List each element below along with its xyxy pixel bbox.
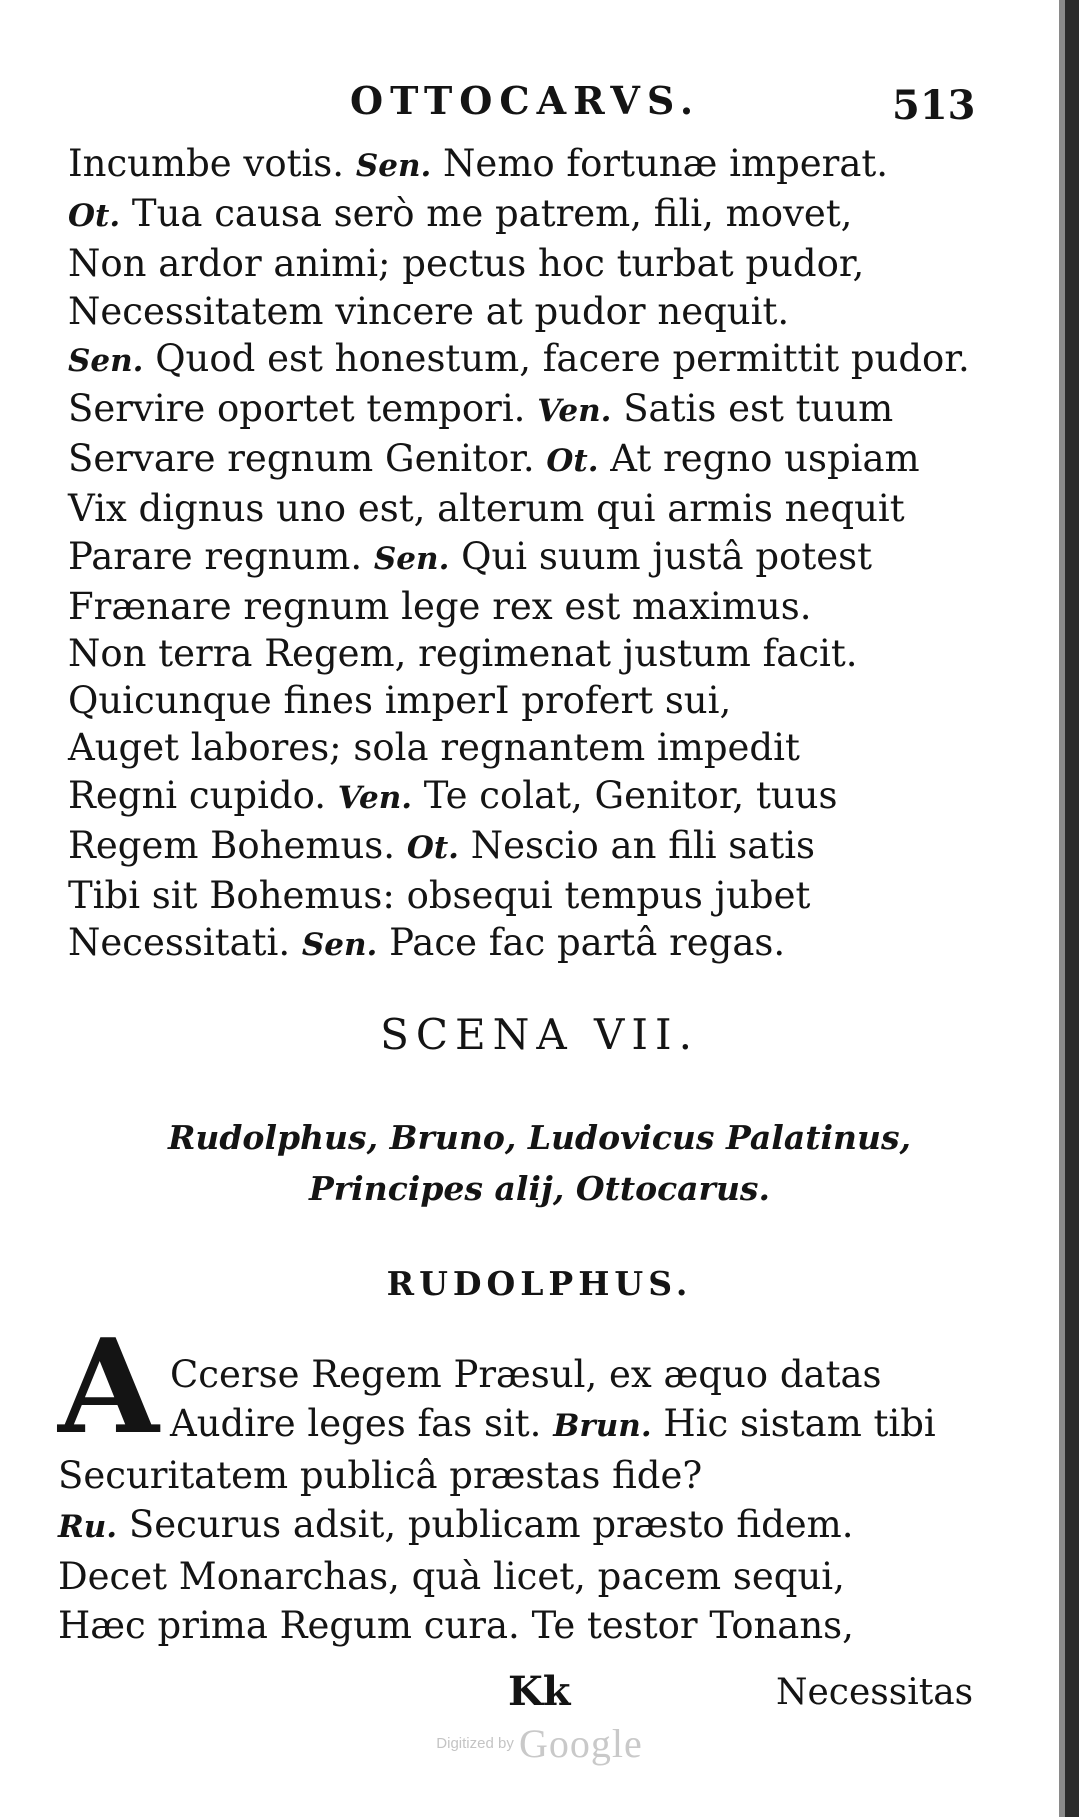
verse-line (68, 435, 968, 485)
verse-line (68, 919, 968, 969)
cast-line: Rudolphus, Bruno, Ludovicus Palatinus, (167, 1118, 912, 1157)
signature-mark: Kk (508, 1668, 571, 1715)
verse-text: Necessitati. (68, 921, 302, 965)
scene-verse-block (58, 1350, 1018, 1650)
verse-text: Tibi sit Bohemus: obsequi tempus jubet (68, 874, 811, 918)
verse-text: Servire oportet tempori. (68, 387, 538, 431)
verse-line (58, 1500, 1018, 1552)
verse-line (68, 385, 968, 435)
speaker-abbrev: Sen. (373, 540, 450, 577)
verse-line (68, 630, 968, 677)
cast-line: Principes alij, Ottocarus. (308, 1169, 771, 1208)
watermark-brand: Google (518, 1721, 643, 1766)
verse-line (58, 1601, 1018, 1650)
verse-text: Servare regnum Genitor. (68, 437, 547, 481)
speaker-abbrev: Ru. (58, 1509, 118, 1545)
verse-text: Satis est tuum (611, 387, 894, 431)
page-edge (1065, 0, 1079, 1817)
verse-line (68, 822, 968, 872)
verse-line (68, 677, 968, 724)
verse-text: Vix dignus uno est, alterum qui armis nequit (68, 487, 905, 531)
speaker-abbrev: Ot. (546, 443, 599, 480)
running-title: OTTOCARVS. (350, 78, 701, 123)
speaker-abbrev: Sen. (68, 342, 144, 379)
verse-text: Securus adsit, publicam præsto fidem. (117, 1503, 854, 1546)
verse-text: Hæc prima Regum cura. Te testor Tonans, (58, 1604, 854, 1647)
verse-text: Tua causa serò me patrem, fili, movet, (120, 192, 853, 236)
watermark-prefix: Digitized by (436, 1735, 514, 1752)
verse-line (68, 288, 968, 335)
verse-text: Frænare regnum lege rex est maximus. (68, 584, 812, 628)
verse-line (68, 190, 968, 240)
verse-line (68, 533, 968, 583)
verse-text: Pace fac partâ regas. (377, 921, 786, 965)
scene-cast (0, 1112, 1079, 1214)
verse-text: Incumbe votis. (68, 142, 356, 185)
verse-line (68, 583, 968, 630)
verse-text: Nescio an fili satis (458, 823, 816, 867)
verse-text: Te colat, Genitor, tuus (412, 773, 838, 817)
verse-line (58, 1399, 1018, 1451)
speaker-heading: RUDOLPHUS. (386, 1264, 693, 1303)
verse-text: Hic sistam tibi (651, 1402, 936, 1445)
verse-line (68, 724, 968, 771)
page-number: 513 (892, 82, 976, 129)
drop-cap: A (58, 1310, 159, 1463)
verse-text: Non ardor animi; pectus hoc turbat pudor, (68, 242, 865, 286)
speaker-abbrev: Brun. (553, 1408, 652, 1444)
verse-text: Parare regnum. (68, 534, 374, 578)
verse-text: Regni cupido. (68, 773, 338, 817)
verse-text: Qui suum justâ potest (449, 534, 872, 578)
verse-text: Regem Bohemus. (68, 823, 407, 867)
verse-line (68, 140, 968, 190)
verse-block (68, 140, 968, 969)
verse-text: Quod est honestum, facere permittit pudor. (143, 336, 970, 380)
speaker-abbrev: Ot. (68, 198, 121, 235)
verse-text: Audire leges fas sit. (170, 1402, 554, 1445)
verse-text: At regno uspiam (598, 437, 920, 481)
catchword: Necessitas (776, 1672, 974, 1713)
verse-text: Decet Monarchas, quà licet, pacem sequi, (58, 1555, 845, 1598)
verse-line (68, 240, 968, 287)
running-head (0, 78, 1079, 128)
digitized-watermark (0, 1720, 1079, 1767)
verse-text: Ccerse Regem Præsul, ex æquo datas (170, 1353, 882, 1396)
page-footer (0, 1668, 1079, 1718)
speaker-abbrev: Ven. (537, 393, 612, 430)
verse-line (68, 772, 968, 822)
verse-line (58, 1552, 1018, 1601)
verse-text: Quicunque fines imperI profert sui, (68, 679, 732, 723)
verse-text: Securitatem publicâ præstas fide? (58, 1454, 703, 1497)
speaker-abbrev: Sen. (355, 148, 432, 184)
scene-title: SCENA VII. (380, 1010, 699, 1059)
verse-line (68, 485, 968, 532)
verse-line (68, 872, 968, 919)
verse-text: Necessitatem vincere at pudor nequit. (68, 289, 790, 333)
verse-line (58, 1451, 1018, 1500)
speaker-abbrev: Sen. (301, 927, 378, 964)
speaker-abbrev: Ven. (337, 779, 413, 816)
verse-text: Auget labores; sola regnantem impedit (68, 726, 800, 770)
speaker-abbrev: Ot. (406, 829, 459, 866)
verse-line (58, 1350, 1018, 1399)
verse-text: Non terra Regem, regimenat justum facit. (68, 632, 858, 676)
verse-line (68, 335, 968, 385)
verse-text: Nemo fortunæ imperat. (431, 142, 889, 185)
